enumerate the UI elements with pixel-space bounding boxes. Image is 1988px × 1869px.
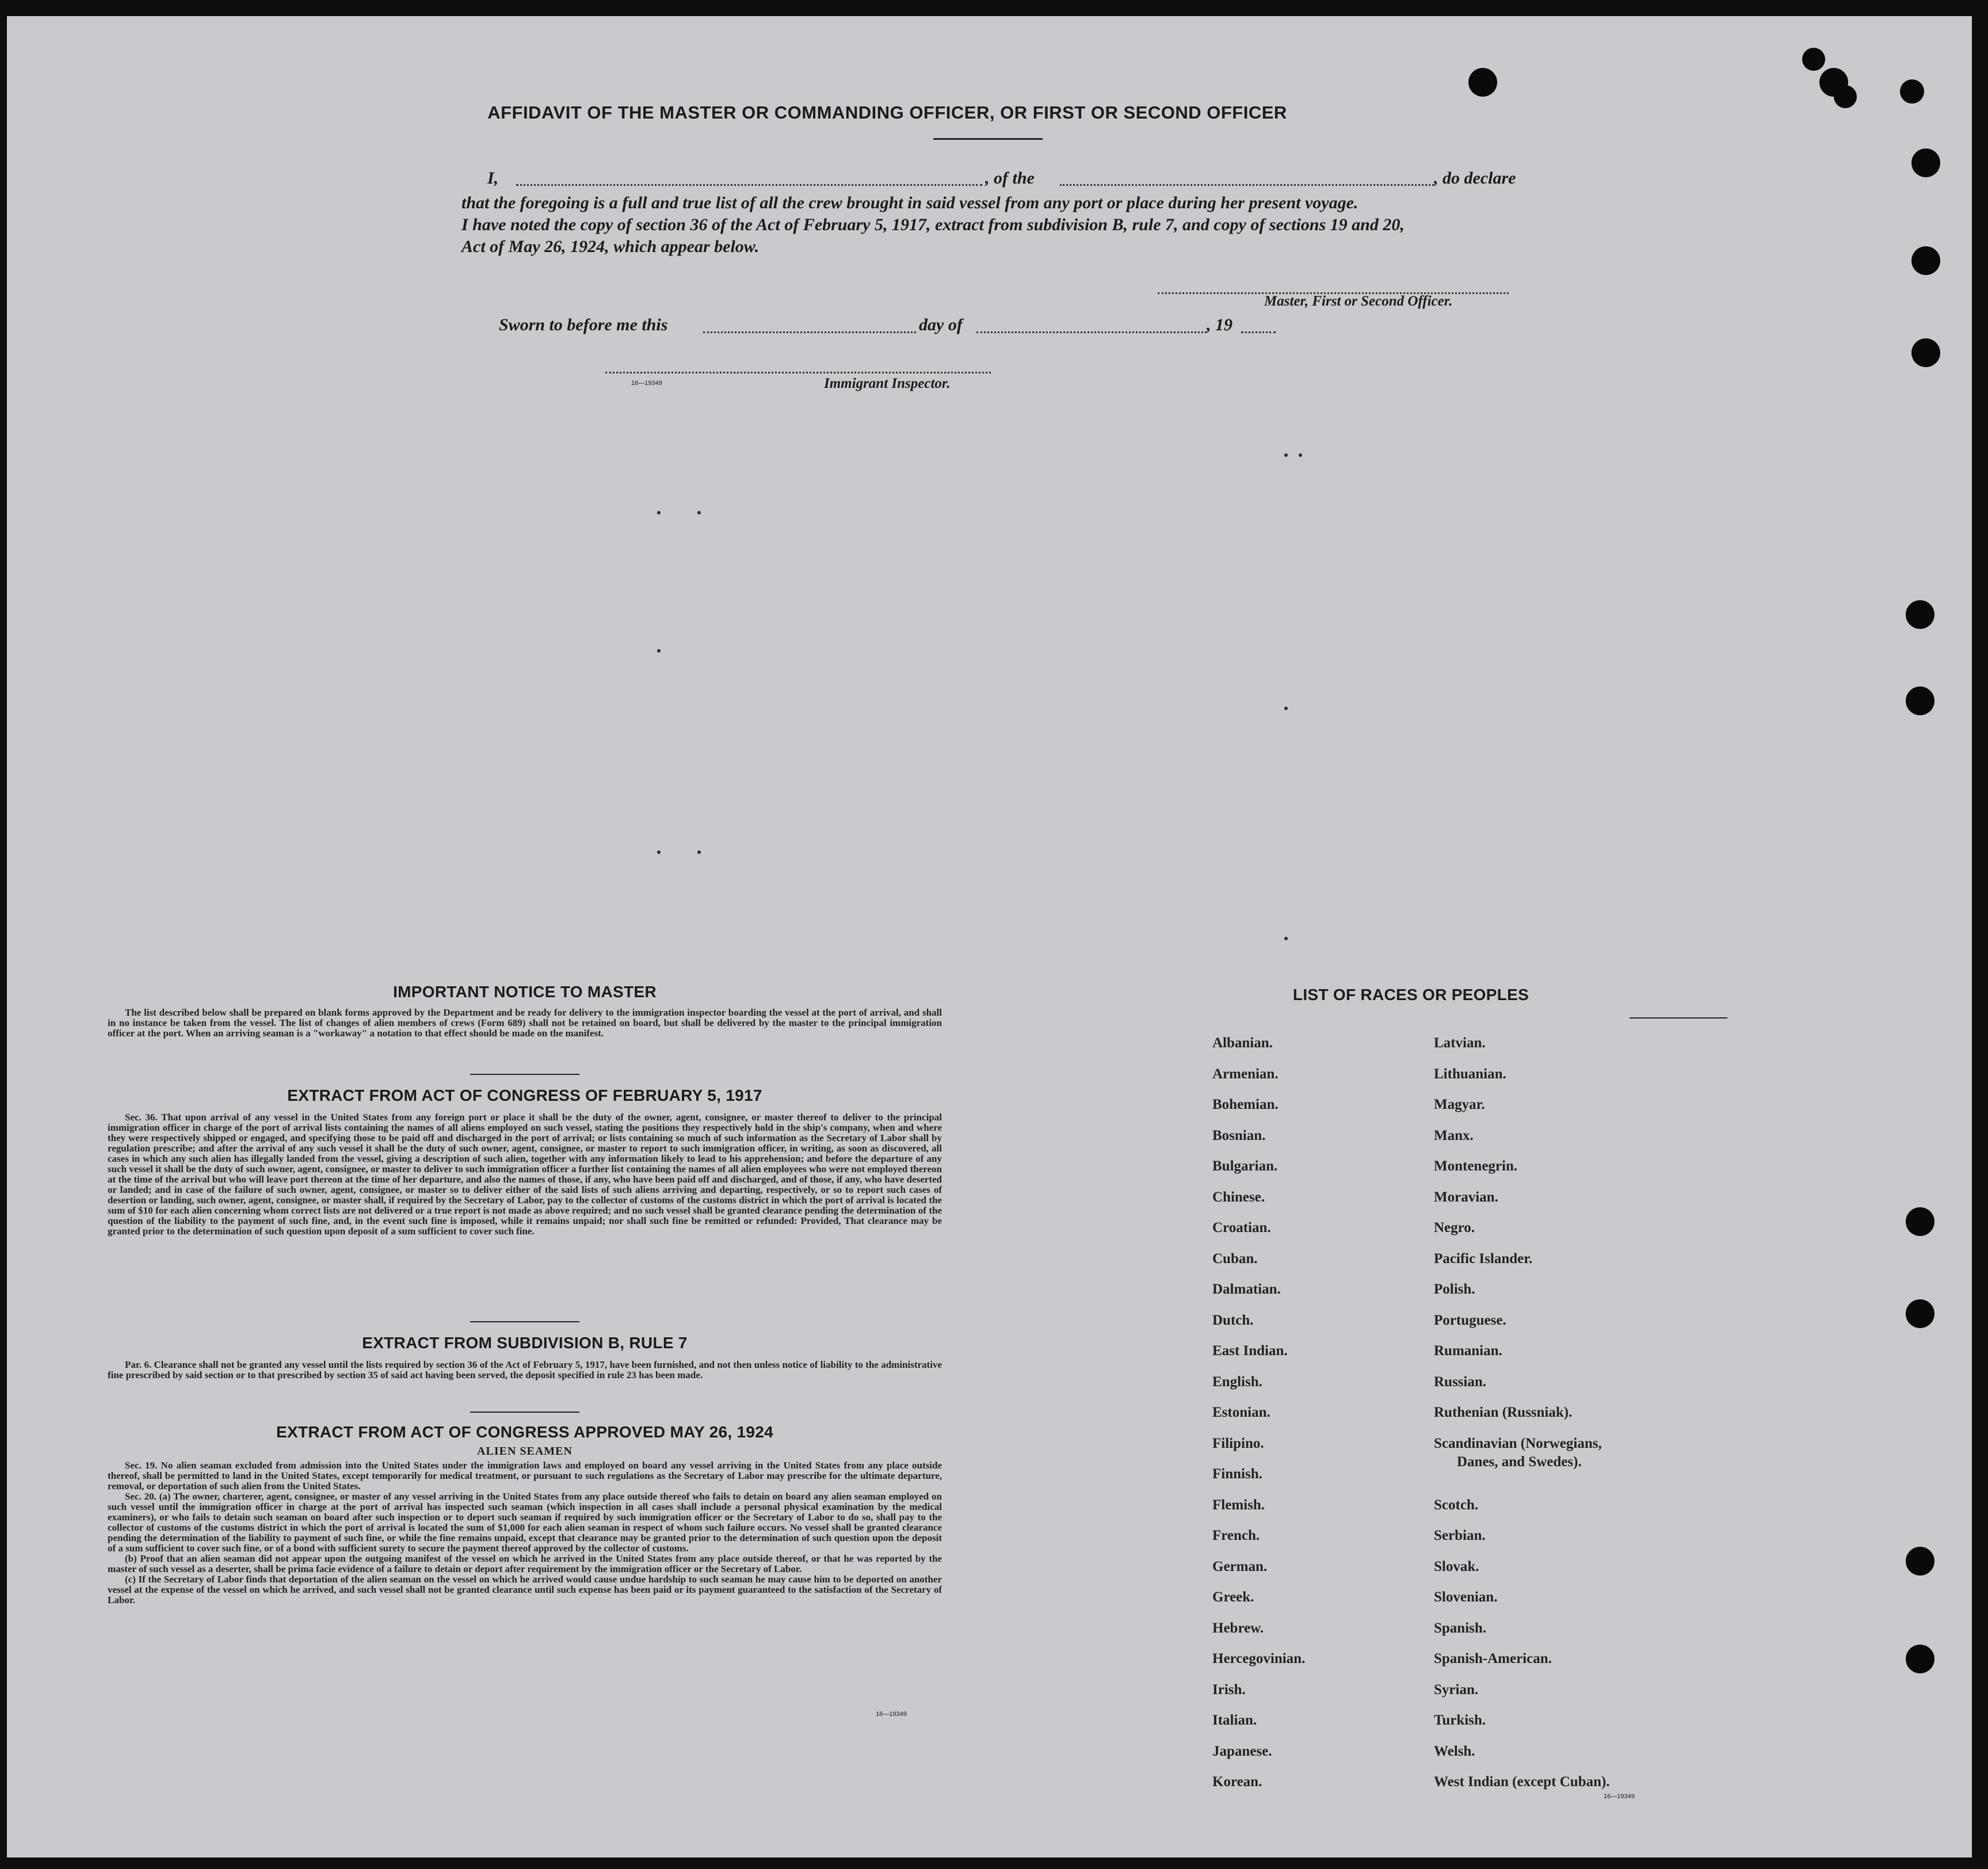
divider — [470, 1321, 579, 1322]
race-item: German. — [1212, 1558, 1268, 1574]
race-item: Ruthenian (Russniak). — [1434, 1405, 1573, 1420]
race-item: Negro. — [1434, 1220, 1475, 1235]
punch-hole — [1911, 246, 1940, 275]
race-item: Polish. — [1434, 1281, 1475, 1297]
master-signature-label: Master, First or Second Officer. — [1264, 293, 1453, 309]
divider — [470, 1074, 579, 1075]
race-item: Welsh. — [1434, 1743, 1475, 1759]
sec20a-paragraph: Sec. 20. (a) The owner, charterer, agent, consignee, or master of any vessel arriving in the United States from any place outside thereof who fails to detain on board any alien seaman employed on such vessel until the immigration officer in charge at the port of arrival has inspected such seaman (which inspection in all cases shall include a personal physical examination by the medical examiners), or who fails to detain such seaman on board after such inspection or to deport such seaman if required by such immigration officer or the Secretary of Labor to do so, shall pay to the collector of customs of the customs district in which the port of arrival is located the sum of $1,000 for each alien seaman in respect of whom such failure occurs. No vessel shall be granted clearance pending the determination of the liability to payment of such fine, or while the fine remains unpaid, except that clearance may be granted prior to the determination of such question upon the deposit of a sum sufficient to cover such fine, or of a bond with sufficient surety to secure the payment thereof approved by the collector of customs. — [108, 1491, 942, 1554]
punch-hole — [1906, 1207, 1934, 1236]
punch-hole — [1468, 68, 1497, 97]
race-item: Turkish. — [1434, 1712, 1486, 1728]
speck — [1284, 707, 1288, 710]
notice-title: IMPORTANT NOTICE TO MASTER — [393, 983, 657, 1001]
race-item: Bulgarian. — [1212, 1158, 1278, 1174]
month-blank — [976, 331, 1207, 333]
year-label: , 19 — [1207, 315, 1233, 334]
punch-hole — [1911, 338, 1940, 367]
race-item: Estonian. — [1212, 1405, 1270, 1420]
extract-1924-title: EXTRACT FROM ACT OF CONGRESS APPROVED MAY 26, 1924 — [276, 1423, 773, 1441]
race-item: Dalmatian. — [1212, 1281, 1281, 1297]
speck — [697, 850, 701, 854]
rule7-title: EXTRACT FROM SUBDIVISION B, RULE 7 — [362, 1334, 688, 1352]
affidavit-do-declare: , do declare — [1434, 169, 1516, 188]
extract-1917-title: EXTRACT FROM ACT OF CONGRESS OF FEBRUARY 5, 1917 — [287, 1086, 762, 1104]
race-item: Scotch. — [1434, 1497, 1479, 1513]
extract-1924-text — [108, 1460, 942, 1605]
form-number: 16—19349 — [876, 1711, 907, 1718]
punch-hole — [1906, 1645, 1934, 1673]
race-item: Croatian. — [1212, 1220, 1271, 1235]
race-item: Rumanian. — [1434, 1343, 1502, 1359]
race-item: Irish. — [1212, 1681, 1246, 1698]
race-item: Hercegovinian. — [1212, 1651, 1306, 1666]
race-item: French. — [1212, 1528, 1260, 1543]
inspector-signature-line — [605, 372, 991, 373]
race-item: Greek. — [1212, 1589, 1254, 1605]
race-item: West Indian (except Cuban). — [1434, 1774, 1610, 1790]
affidavit-of-the: , of the — [985, 169, 1035, 188]
inspector-signature-label: Immigrant Inspector. — [824, 376, 951, 391]
form-number: 16—19349 — [1604, 1793, 1635, 1800]
day-of-label: day of — [919, 315, 963, 334]
speck — [657, 850, 661, 854]
punch-hole — [1900, 79, 1924, 104]
race-item: Pacific Islander. — [1434, 1250, 1533, 1267]
affidavit-i-label: I, — [487, 169, 499, 188]
race-item: Russian. — [1434, 1374, 1487, 1390]
race-item: English. — [1212, 1374, 1262, 1390]
race-item: East Indian. — [1212, 1343, 1288, 1359]
race-item: Finnish. — [1212, 1466, 1262, 1482]
race-item: Latvian. — [1434, 1035, 1486, 1051]
speck — [697, 511, 701, 514]
race-item: Hebrew. — [1212, 1620, 1264, 1636]
punch-hole — [1834, 85, 1857, 108]
form-number: 16—19349 — [631, 380, 662, 387]
punch-hole — [1802, 48, 1825, 71]
races-right-column — [1434, 1035, 1610, 1805]
sec20c-paragraph: (c) If the Secretary of Labor finds that deportation of the alien seaman on the vessel on which he arrived would cause undue hardship to such seaman he may cause him to be deported on another vessel at the expense of the vessel on which he arrived, and such vessel shall not be granted clearance until such expense has been paid or its payment guaranteed to the satisfaction of the Secretary of Labor. — [108, 1574, 942, 1605]
extract-1917-text — [108, 1112, 942, 1237]
punch-hole — [1906, 686, 1934, 715]
speck — [657, 649, 661, 653]
sec20b-paragraph: (b) Proof that an alien seaman did not appear upon the outgoing manifest of the vessel on which he arrived in the United States from any place outside thereof, or that he was reported by the master of such vessel as a deserter, shall be prima facie evidence of a failure to detain or deport after requirement by the immigration officer or the Secretary of Labor. — [108, 1553, 942, 1574]
speck — [1284, 937, 1288, 940]
punch-hole — [1906, 600, 1934, 629]
affidavit-title: AFFIDAVIT OF THE MASTER OR COMMANDING OFFICER, OR FIRST OR SECOND OFFICER — [487, 102, 1287, 123]
race-item: Portuguese. — [1434, 1312, 1506, 1328]
race-item: Manx. — [1434, 1127, 1474, 1143]
title-rule — [933, 138, 1043, 140]
affidavit-text-1: that the foregoing is a full and true list of all the crew brought in said vessel from any port or place during her present voyage. — [461, 193, 1359, 212]
race-item: Syrian. — [1434, 1681, 1479, 1698]
race-item: Serbian. — [1434, 1528, 1486, 1543]
race-item: Bosnian. — [1212, 1127, 1266, 1143]
day-blank — [703, 331, 916, 333]
speck — [657, 511, 661, 514]
race-item: Dutch. — [1212, 1312, 1254, 1328]
race-item: Japanese. — [1212, 1743, 1272, 1759]
race-item: Moravian. — [1434, 1189, 1498, 1205]
notice-paragraph: The list described below shall be prepared on blank forms approved by the Department and be ready for delivery to the immigration inspector boarding the vessel at the port of arrival, and shall in no instance be taken from the vessel. The list of changes of alien members of crews (Form 689) shall not be retained on board, but shall be delivered by the master to the principal immigration officer at the port. When an arriving seaman is a "workaway" a notation to that effect should be made on the manifest. — [108, 1007, 942, 1039]
sec19-paragraph: Sec. 19. No alien seaman excluded from admission into the United States under the immigration laws and employed on board any vessel arriving in the United States from any place outside thereof, shall be permitted to land in the United States, except temporarily for medical treatment, or pursuant to such regulations as the Secretary of Labor may prescribe for the ultimate departure, removal, or deportation of such alien from the United States. — [108, 1460, 942, 1492]
race-item: Filipino. — [1212, 1435, 1264, 1451]
divider — [1630, 1017, 1727, 1019]
race-item: Slovenian. — [1434, 1589, 1498, 1605]
punch-hole — [1906, 1547, 1934, 1576]
race-item: Spanish-American. — [1434, 1651, 1552, 1666]
race-item: Lithuanian. — [1434, 1066, 1506, 1082]
vessel-blank — [1060, 184, 1434, 186]
divider — [470, 1412, 579, 1413]
year-blank — [1241, 331, 1276, 333]
name-blank — [516, 184, 982, 186]
race-item: Flemish. — [1212, 1497, 1265, 1513]
notice-text — [108, 1008, 942, 1039]
rule7-text — [108, 1360, 942, 1380]
race-item: Bohemian. — [1212, 1097, 1279, 1112]
race-item: Magyar. — [1434, 1097, 1485, 1112]
race-item: Danes, and Swedes). — [1457, 1454, 1582, 1470]
par6-paragraph: Par. 6. Clearance shall not be granted any vessel until the lists required by section 36 of the Act of February 5, 1917, have been furnished, and not then unless notice of liability to the administrative fine prescribed by said section or to that prescribed by section 35 of said act having been served, the deposit specified in rule 23 has been made. — [108, 1359, 942, 1380]
race-item: Korean. — [1212, 1774, 1262, 1790]
speck — [1284, 453, 1288, 457]
race-item: Armenian. — [1212, 1066, 1279, 1082]
race-item: Scandinavian (Norwegians, — [1434, 1435, 1602, 1451]
speck — [1299, 453, 1302, 457]
race-item: Slovak. — [1434, 1558, 1479, 1574]
race-item: Italian. — [1212, 1712, 1257, 1728]
sec36-paragraph: Sec. 36. That upon arrival of any vessel in the United States from any foreign port or place it shall be the duty of the owner, agent, consignee, or master thereof to deliver to the principal immigration officer in charge of the port of arrival lists containing the names of all aliens employed on such vessel, stating the positions they respectively hold in the ship's company, when and where they were respectively shipped or engaged, and specifying those to be paid off and discharged in the port of arrival; or lists containing so much of such information as the Secretary of Labor shall by regulation prescribe; and after the arrival of any such vessel it shall be the duty of such owner, agent, consignee, or master to report to such immigration officer, in writing, as soon as discovered, all cases in which any such alien has illegally landed from the vessel, giving a description of such alien, together with any information likely to lead to his apprehension; and before the departure of any such vessel it shall be the duty of such owner, agent, consignee, or master to deliver to such immigration officer a further list containing the names of all alien employees who were not employed thereon at the time of the arrival but who will leave port thereon at the time of her departure, and also the names of those, if any, who have been paid off and discharged, and of those, if any, who have deserted or landed; and in case of the failure of such owner, agent, consignee, or master so to deliver either of the said lists of such aliens arriving and departing, respectively, or so to report such cases of desertion or landing, such owner, agent, consignee, or master shall, if required by the Secretary of Labor, pay to the collector of customs of the customs district in which the port of arrival is located the sum of $10 for each alien concerning whom correct lists are not delivered or a true report is not made as above required; and no such vessel shall be granted clearance pending the determination of the question of the liability to the payment of such fine, and, in the event such fine is imposed, while it remains unpaid; nor shall such fine be remitted or refunded: Provided, That clearance may be granted prior to the determination of such question upon deposit of a sum sufficient to cover such fine. — [108, 1112, 942, 1237]
punch-hole — [1906, 1299, 1934, 1328]
race-item: Cuban. — [1212, 1250, 1258, 1267]
punch-hole — [1911, 148, 1940, 177]
document-page — [7, 16, 1972, 1857]
alien-seamen-subtitle: ALIEN SEAMEN — [477, 1445, 573, 1458]
races-left-column — [1212, 1035, 1305, 1805]
race-item: Spanish. — [1434, 1620, 1487, 1636]
sworn-label: Sworn to before me this — [499, 315, 668, 334]
affidavit-text-3: Act of May 26, 1924, which appear below. — [461, 237, 760, 256]
affidavit-text-2: I have noted the copy of section 36 of the Act of February 5, 1917, extract from subdivision B, rule 7, and copy of sections 19 and 20, — [461, 215, 1405, 234]
race-item: Albanian. — [1212, 1035, 1273, 1051]
race-item: Chinese. — [1212, 1189, 1265, 1205]
race-item: Montenegrin. — [1434, 1158, 1518, 1174]
races-title: LIST OF RACES OR PEOPLES — [1292, 986, 1529, 1004]
